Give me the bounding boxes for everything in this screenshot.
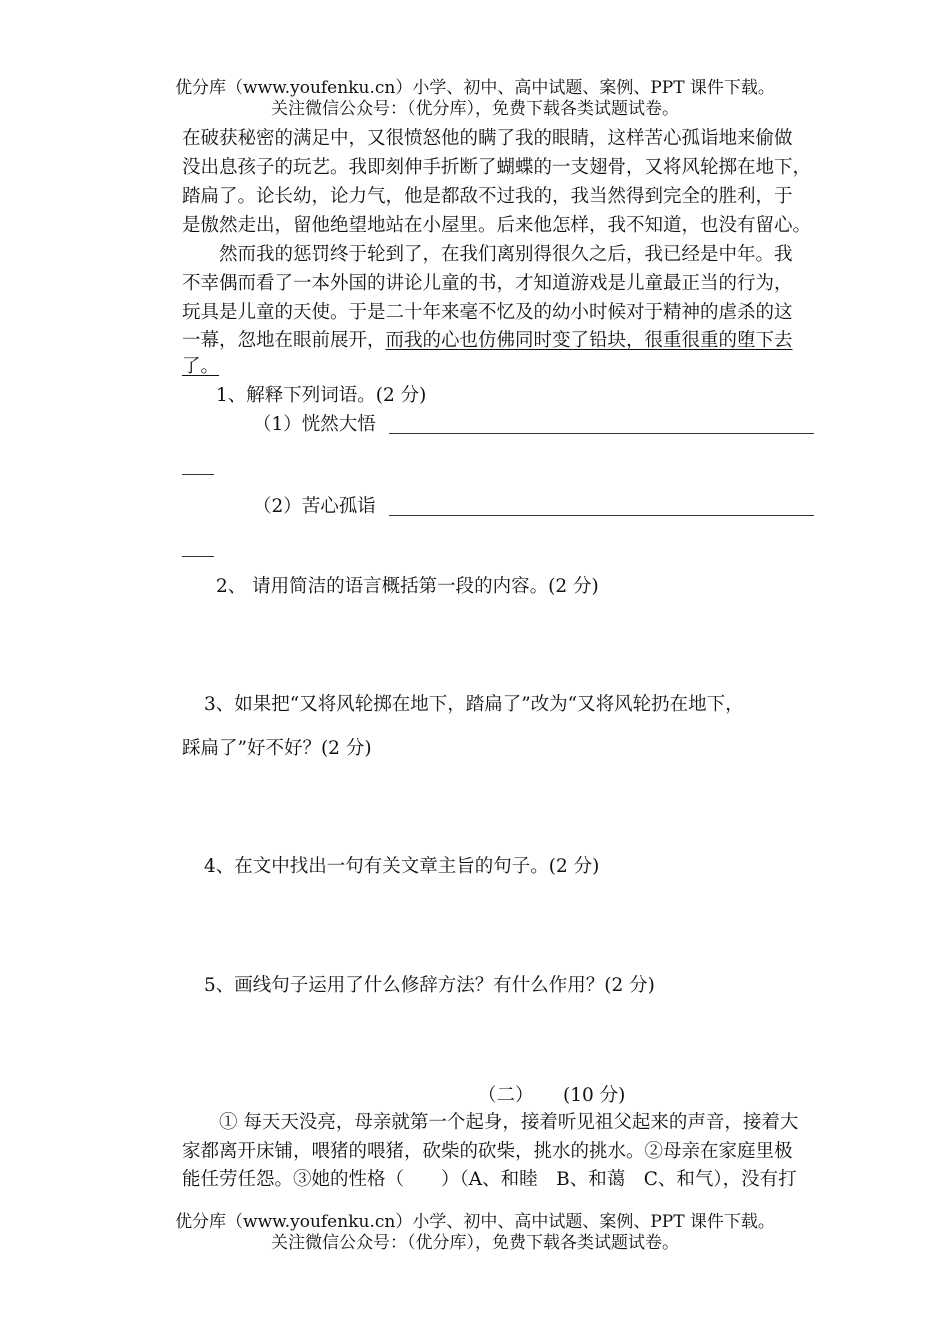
answer-line[interactable] [389, 515, 814, 516]
section-2-title: （二） [478, 1085, 534, 1106]
passage-line: 不幸偶而看了一本外国的讲论儿童的书，才知道游戏是儿童最正当的行为， [182, 273, 793, 294]
passage-line: 踏扁了。论长幼，论力气，他是都敌不过我的，我当然得到完全的胜利，于 [182, 186, 793, 207]
underlined-sentence-end [182, 352, 219, 382]
underlined-sentence: 而我的心也仿佛同时变了铅块，很重很重的堕下去 [385, 330, 793, 351]
question-1-item-2: （2）苦心孤诣 [253, 496, 376, 517]
answer-line[interactable] [389, 433, 814, 434]
passage-line: 在破获秘密的满足中，又很愤怒他的瞒了我的眼睛，这样苦心孤诣地来偷做 [182, 128, 793, 149]
question-4: 4、在文中找出一句有关文章主旨的句子。(2 分) [204, 856, 600, 877]
answer-line-continuation[interactable] [182, 474, 214, 475]
question-2: 2、 请用简洁的语言概括第一段的内容。(2 分) [216, 576, 599, 597]
answer-line-continuation[interactable] [182, 556, 214, 557]
header-line-1: 优分库（www.youfenku.cn）小学、初中、高中试题、案例、PPT 课件下载。 [175, 78, 775, 98]
passage-line: 玩具是儿童的天使。于是二十年来毫不忆及的幼小时候对于精神的虐杀的这 [182, 302, 793, 323]
section-2-score: (10 分) [563, 1085, 626, 1106]
section-2-line: 家都离开床铺，喂猪的喂猪，砍柴的砍柴，挑水的挑水。②母亲在家庭里极 [182, 1141, 793, 1162]
footer-line-2: 关注微信公众号：（优分库），免费下载各类试题试卷。 [271, 1233, 679, 1253]
passage-line: 是傲然走出，留他绝望地站在小屋里。后来他怎样，我不知道，也没有留心。 [182, 215, 812, 236]
question-3-line-2: 踩扁了”好不好？(2 分) [182, 738, 372, 759]
question-1: 1、解释下列词语。(2 分) [216, 385, 427, 406]
question-5: 5、画线句子运用了什么修辞方法？有什么作用？(2 分) [204, 975, 655, 996]
question-1-item-1: （1）恍然大悟 [253, 414, 376, 435]
question-3-line-1: 3、如果把“又将风轮掷在地下，踏扁了”改为“又将风轮扔在地下， [204, 694, 744, 715]
section-2-line: ① 每天天没亮，母亲就第一个起身，接着听见祖父起来的声音，接着大 [219, 1112, 799, 1133]
passage-line-with-underline [182, 326, 793, 356]
header-line-2: 关注微信公众号：（优分库），免费下载各类试题试卷。 [271, 99, 679, 119]
section-2-line: 能任劳任怨。③她的性格（ ）（A、和睦 B、和蔼 C、和气），没有打 [182, 1169, 797, 1190]
passage-line: 然而我的惩罚终于轮到了，在我们离别得很久之后，我已经是中年。我 [219, 244, 793, 265]
footer-line-1: 优分库（www.youfenku.cn）小学、初中、高中试题、案例、PPT 课件下载。 [175, 1212, 775, 1232]
passage-line: 一幕，忽地在眼前展开， [182, 330, 386, 351]
passage-line: 没出息孩子的玩艺。我即刻伸手折断了蝴蝶的一支翅骨，又将风轮掷在地下， [182, 157, 812, 178]
underlined-sentence-tail: 了。 [182, 356, 220, 377]
